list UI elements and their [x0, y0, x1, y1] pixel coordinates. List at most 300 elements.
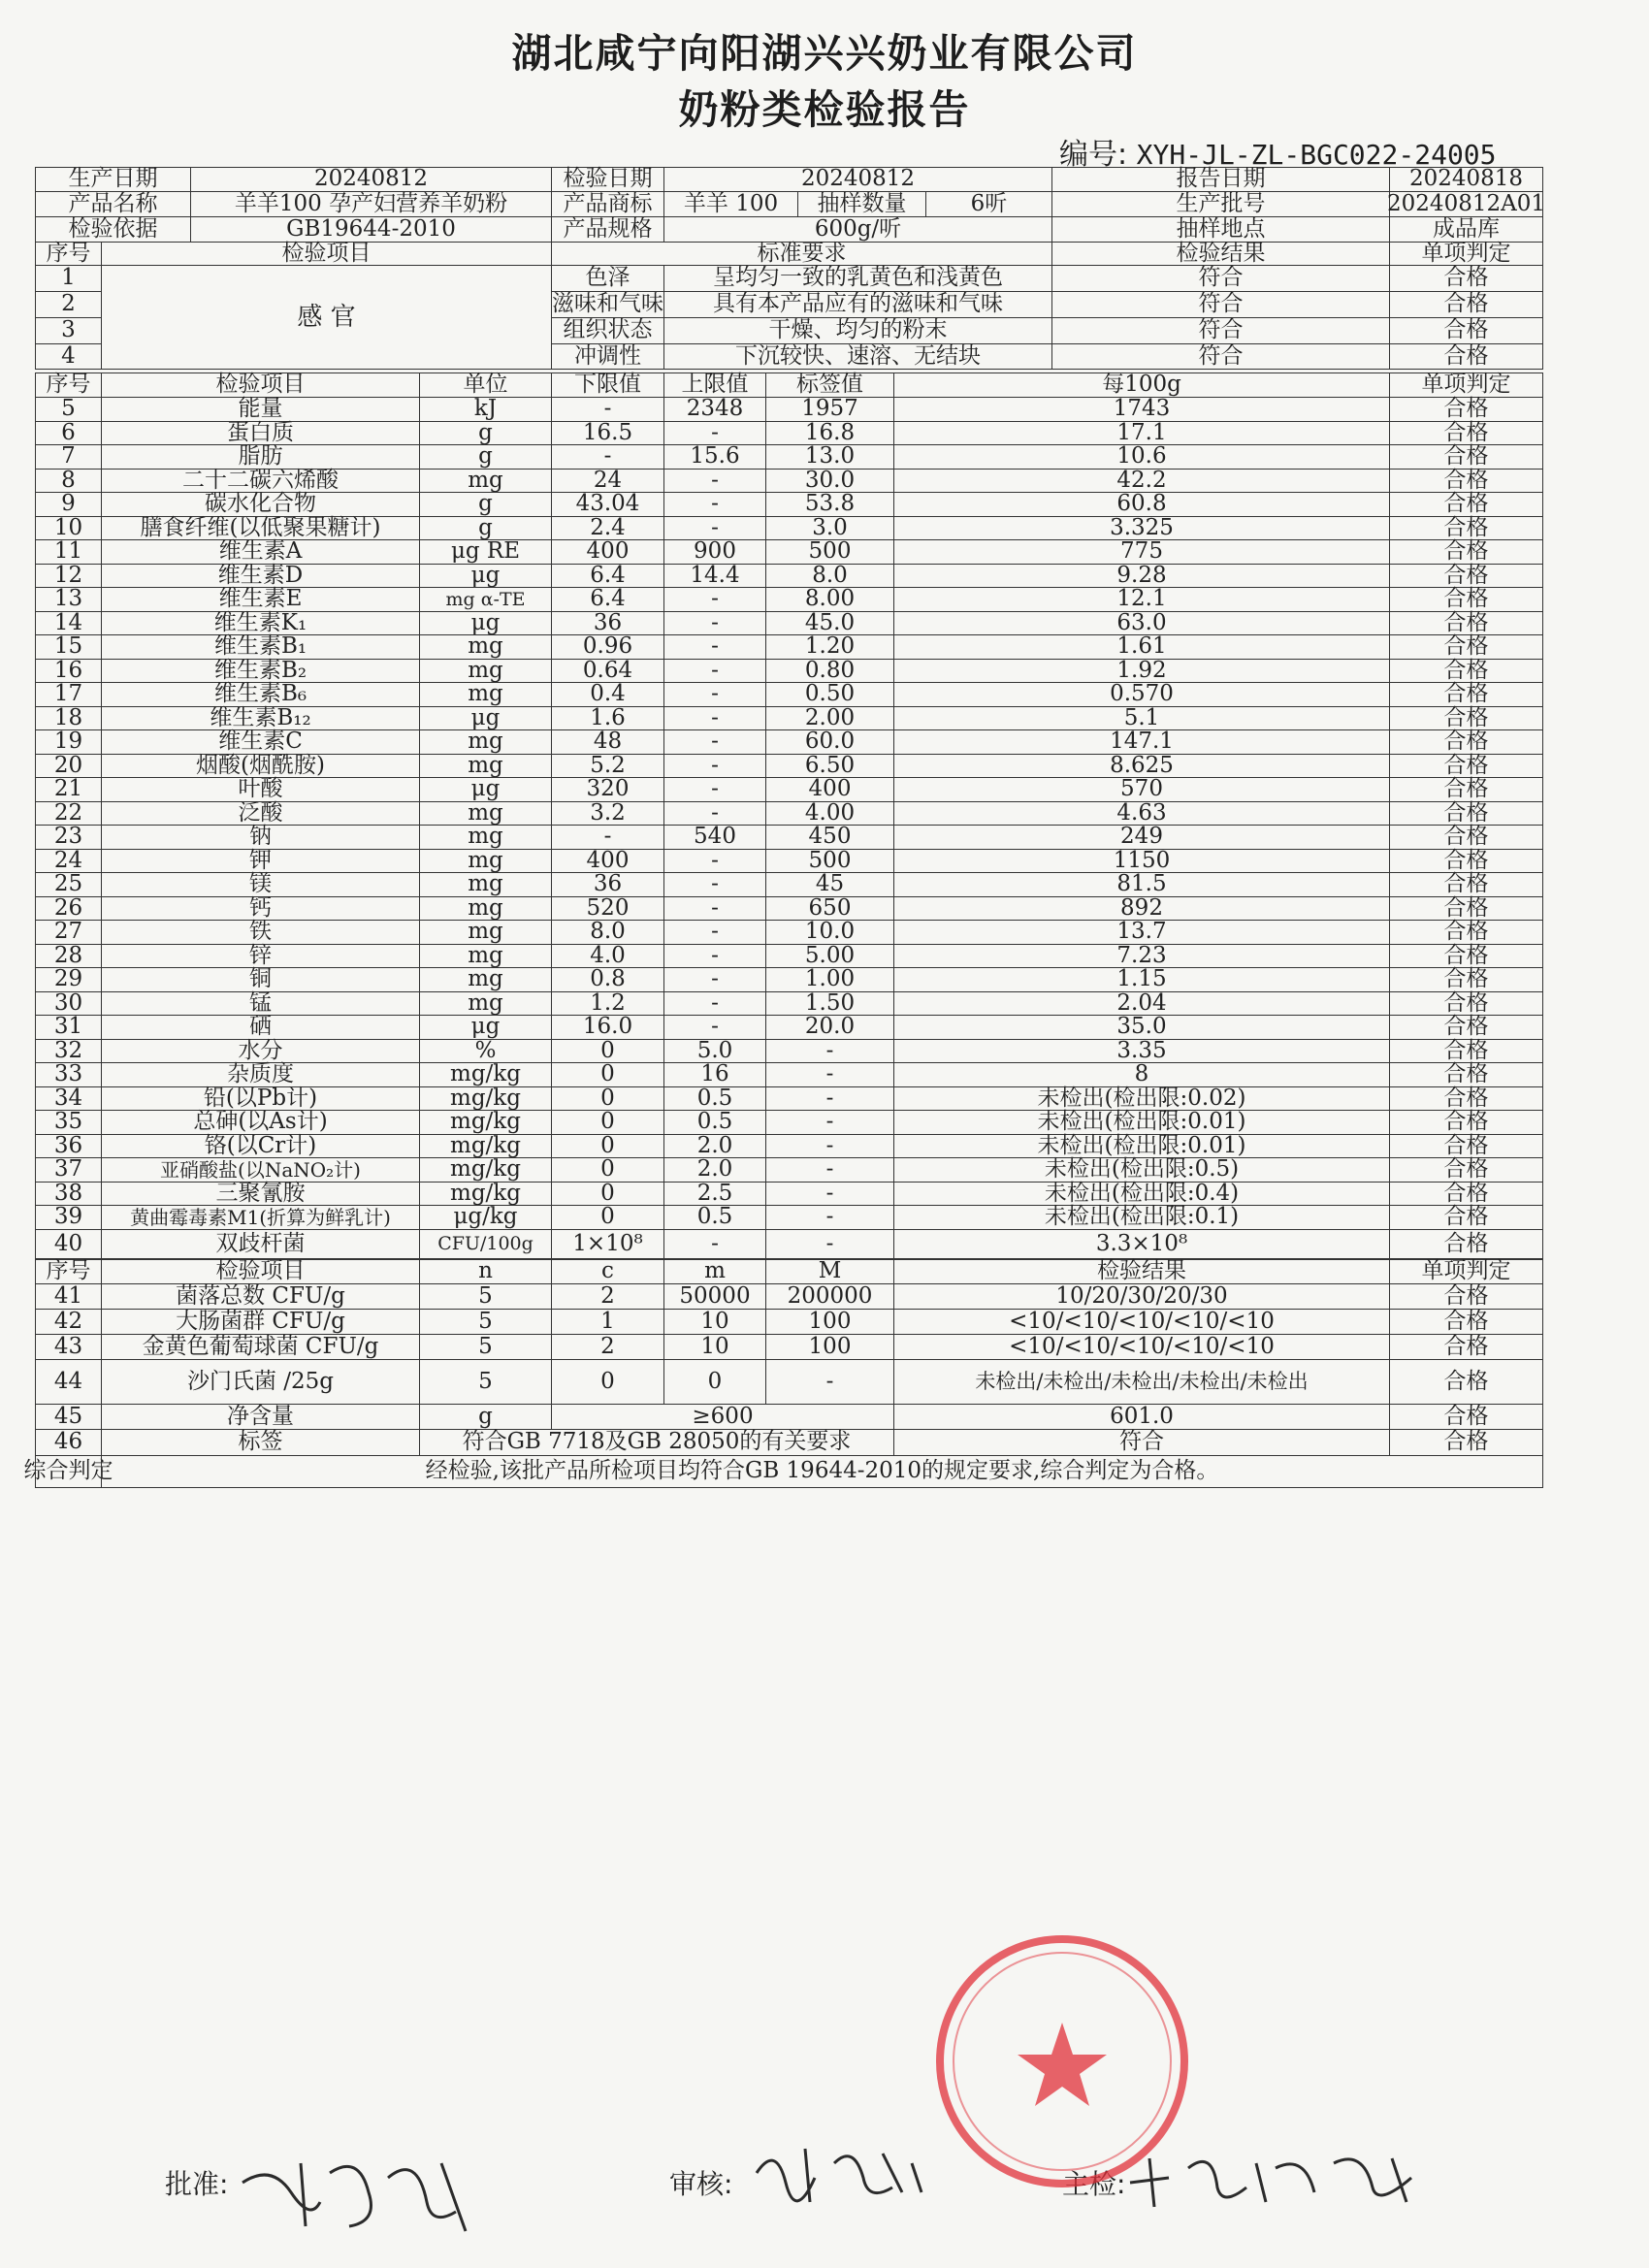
micro-row-no: 44 [35, 1359, 102, 1405]
trademark-label: 产品商标 [551, 191, 664, 217]
nut-row-item: 铬(以Cr计) [101, 1134, 420, 1158]
nut-row-result: 13.7 [893, 920, 1390, 945]
nut-row-label: 450 [765, 825, 894, 850]
nut-row-max: 900 [663, 539, 766, 565]
nut-row-item: 铅(以Pb计) [101, 1086, 420, 1111]
nut-row-verdict: 合格 [1389, 1039, 1543, 1063]
nut-row-unit: mg [419, 944, 552, 968]
nut-header-unit: 单位 [419, 373, 552, 398]
nut-row-max: - [663, 920, 766, 945]
nut-row-max: - [663, 896, 766, 921]
micro-row-M: 200000 [765, 1283, 894, 1310]
nut-header-max: 上限值 [663, 373, 766, 398]
nut-row-min: 43.04 [551, 492, 664, 517]
nut-row-unit: mg/kg [419, 1110, 552, 1135]
nut-row-no: 16 [35, 659, 102, 683]
nut-row-max: 0.5 [663, 1110, 766, 1135]
sensory-row-result: 符合 [1051, 317, 1390, 344]
nut-row-verdict: 合格 [1389, 706, 1543, 730]
nut-row-item: 铁 [101, 920, 420, 945]
nut-row-unit: mg/kg [419, 1134, 552, 1158]
sensory-row-result: 符合 [1051, 343, 1390, 370]
nut-row-verdict: 合格 [1389, 825, 1543, 850]
nut-row-result: 0.570 [893, 682, 1390, 707]
nut-row-label: 3.0 [765, 516, 894, 540]
nut-row-item: 维生素B₂ [101, 659, 420, 683]
nut-row-label: 6.50 [765, 754, 894, 778]
nut-row-max: 15.6 [663, 444, 766, 470]
nut-row-unit: mg [419, 967, 552, 992]
nut-row-no: 7 [35, 444, 102, 470]
nut-row-unit: mg [419, 634, 552, 660]
sample-qty-label: 抽样数量 [797, 191, 926, 217]
nut-row-unit: mg/kg [419, 1182, 552, 1206]
nut-row-verdict: 合格 [1389, 469, 1543, 493]
nut-row-verdict: 合格 [1389, 682, 1543, 707]
nut-row-label: 20.0 [765, 1015, 894, 1040]
nut-row-verdict: 合格 [1389, 896, 1543, 921]
company-name: 湖北咸宁向阳湖兴兴奶业有限公司 [511, 30, 1138, 77]
nut-row-max: 2348 [663, 397, 766, 422]
nut-row-max: 14.4 [663, 564, 766, 588]
nut-row-verdict: 合格 [1389, 397, 1543, 422]
nut-row-unit: μg/kg [419, 1205, 552, 1230]
nut-row-result: 1.61 [893, 634, 1390, 660]
nut-row-unit: mg [419, 896, 552, 921]
nut-row-item: 水分 [101, 1039, 420, 1063]
product-name-label: 产品名称 [35, 191, 191, 217]
micro-row-c: 0 [551, 1359, 664, 1405]
summary-label: 综合判定 [35, 1455, 102, 1488]
nut-row-label: - [765, 1134, 894, 1158]
nut-row-no: 15 [35, 634, 102, 660]
nut-row-result: 10.6 [893, 444, 1390, 470]
nut-row-no: 17 [35, 682, 102, 707]
nut-row-max: - [663, 777, 766, 802]
nut-row-label: 5.00 [765, 944, 894, 968]
nut-row-verdict: 合格 [1389, 492, 1543, 517]
nut-row-item: 二十二碳六烯酸 [101, 469, 420, 493]
nut-row-item: 钾 [101, 849, 420, 873]
nut-row-label: 500 [765, 849, 894, 873]
micro-header-7: 单项判定 [1389, 1259, 1543, 1284]
nut-row-no: 14 [35, 611, 102, 635]
nut-row-no: 6 [35, 421, 102, 445]
sample-qty-value: 6听 [925, 191, 1052, 217]
nut-row-unit: mg/kg [419, 1157, 552, 1183]
nut-row-item: 维生素E [101, 587, 420, 612]
nut-row-verdict: 合格 [1389, 849, 1543, 873]
nut-row-label: - [765, 1182, 894, 1206]
net-verdict: 合格 [1389, 1404, 1543, 1430]
nut-row-label: - [765, 1086, 894, 1111]
nut-row-item: 蛋白质 [101, 421, 420, 445]
nut-row-min: 0 [551, 1157, 664, 1183]
nut-row-unit: μg RE [419, 539, 552, 565]
nut-row-result: 60.8 [893, 492, 1390, 517]
nut-row-result: 未检出(检出限:0.4) [893, 1182, 1390, 1206]
nut-row-no: 13 [35, 587, 102, 612]
sensory-row-verdict: 合格 [1389, 317, 1543, 344]
nut-row-min: 1.6 [551, 706, 664, 730]
nut-row-result: 35.0 [893, 1015, 1390, 1040]
nut-row-verdict: 合格 [1389, 587, 1543, 612]
nut-row-label: 0.50 [765, 682, 894, 707]
nut-row-verdict: 合格 [1389, 659, 1543, 683]
inspect-label: 主检: [1062, 2168, 1126, 2200]
nut-row-result: 8 [893, 1062, 1390, 1087]
micro-row-verdict: 合格 [1389, 1309, 1543, 1335]
nut-row-result: 7.23 [893, 944, 1390, 968]
nut-row-no: 38 [35, 1182, 102, 1206]
nut-row-item: 脂肪 [101, 444, 420, 470]
sensory-row-req: 干燥、均匀的粉末 [663, 317, 1052, 344]
nut-row-no: 35 [35, 1110, 102, 1135]
nut-header-per100g: 每100g [893, 373, 1390, 398]
nut-row-no: 23 [35, 825, 102, 850]
nut-row-min: 3.2 [551, 801, 664, 826]
nut-row-verdict: 合格 [1389, 1157, 1543, 1183]
nut-row-max: - [663, 991, 766, 1016]
nut-row-no: 12 [35, 564, 102, 588]
micro-row-no: 42 [35, 1309, 102, 1335]
inspection-table [23, 166, 1575, 2109]
nut-row-min: 6.4 [551, 564, 664, 588]
nut-row-item: 维生素A [101, 539, 420, 565]
doc-number-label: 编号: [1059, 138, 1128, 172]
review-label: 审核: [669, 2168, 733, 2200]
nut-row-max: - [663, 872, 766, 897]
nut-row-min: 6.4 [551, 587, 664, 612]
inspection-date-value: 20240812 [663, 167, 1052, 192]
nut-row-item: 铜 [101, 967, 420, 992]
trademark-value: 羊羊 100 [663, 191, 798, 217]
nut-row-item: 烟酸(烟酰胺) [101, 754, 420, 778]
sensory-row-no: 2 [35, 291, 102, 318]
nut-row-label: 10.0 [765, 920, 894, 945]
approve-label: 批准: [165, 2168, 229, 2200]
nut-row-result: 未检出(检出限:0.1) [893, 1205, 1390, 1230]
nut-row-label: 8.0 [765, 564, 894, 588]
nut-row-item: 锰 [101, 991, 420, 1016]
reviewer-signature [747, 2134, 941, 2212]
nut-row-result: 3.3×10⁸ [893, 1229, 1390, 1259]
micro-row-m: 50000 [663, 1283, 766, 1310]
nut-row-verdict: 合格 [1389, 801, 1543, 826]
nut-row-item: 维生素D [101, 564, 420, 588]
nut-row-unit: mg [419, 682, 552, 707]
nut-row-result: 81.5 [893, 872, 1390, 897]
tag-item: 标签 [101, 1429, 420, 1456]
nut-row-min: 16.0 [551, 1015, 664, 1040]
sensory-header-no: 序号 [35, 242, 102, 266]
nut-row-no: 19 [35, 729, 102, 755]
nut-row-no: 10 [35, 516, 102, 540]
micro-row-verdict: 合格 [1389, 1334, 1543, 1360]
nut-row-max: 0.5 [663, 1205, 766, 1230]
nut-row-label: - [765, 1229, 894, 1259]
nut-row-label: 1.00 [765, 967, 894, 992]
doc-number-value: XYH-JL-ZL-BGC022-24005 [1136, 139, 1497, 171]
nut-row-max: - [663, 587, 766, 612]
nut-row-result: 9.28 [893, 564, 1390, 588]
nut-row-item: 三聚氰胺 [101, 1182, 420, 1206]
nut-row-item: 叶酸 [101, 777, 420, 802]
micro-row-item: 菌落总数 CFU/g [101, 1283, 420, 1310]
nut-row-min: 24 [551, 469, 664, 493]
nut-row-min: 0 [551, 1062, 664, 1087]
micro-header-4: m [663, 1259, 766, 1284]
micro-row-m: 0 [663, 1359, 766, 1405]
sensory-row-attr: 滋味和气味 [552, 291, 663, 317]
nut-row-label: 30.0 [765, 469, 894, 493]
report-date-label: 报告日期 [1051, 167, 1390, 192]
location-value: 成品库 [1389, 216, 1543, 243]
nut-row-unit: g [419, 444, 552, 470]
micro-header-5: M [765, 1259, 894, 1284]
nut-row-result: 1743 [893, 397, 1390, 422]
nut-row-min: 16.5 [551, 421, 664, 445]
nut-row-result: 1.15 [893, 967, 1390, 992]
nut-row-verdict: 合格 [1389, 967, 1543, 992]
net-result: 601.0 [893, 1404, 1390, 1430]
nut-row-label: 13.0 [765, 444, 894, 470]
batch-value: 20240812A01 [1387, 190, 1545, 216]
micro-row-c: 2 [551, 1283, 664, 1310]
nut-row-unit: mg [419, 801, 552, 826]
micro-header-3: c [551, 1259, 664, 1284]
nut-row-item: 硒 [101, 1015, 420, 1040]
basis-value: GB19644-2010 [190, 216, 552, 243]
nut-row-verdict: 合格 [1389, 991, 1543, 1016]
nut-row-item: 碳水化合物 [101, 492, 420, 517]
report-title: 奶粉类检验报告 [678, 86, 971, 133]
nut-row-result: 2.04 [893, 991, 1390, 1016]
nut-row-label: 650 [765, 896, 894, 921]
nut-header-label: 标签值 [765, 373, 894, 398]
sensory-group-label: 感 官 [101, 265, 552, 370]
nut-row-no: 18 [35, 706, 102, 730]
nut-row-max: - [663, 729, 766, 755]
nut-row-label: - [765, 1205, 894, 1230]
sensory-row-attr: 色泽 [551, 265, 664, 292]
net-unit: g [419, 1404, 552, 1430]
micro-header-6: 检验结果 [893, 1259, 1390, 1284]
nut-row-min: 4.0 [551, 944, 664, 968]
micro-row-n: 5 [419, 1334, 552, 1360]
nut-row-unit: mg α-TE [419, 587, 552, 612]
sensory-header-item: 检验项目 [101, 242, 552, 266]
nut-row-min: 5.2 [551, 754, 664, 778]
nut-row-label: 16.8 [765, 421, 894, 445]
micro-row-result: <10/<10/<10/<10/<10 [893, 1309, 1390, 1335]
nut-row-item: 钠 [101, 825, 420, 850]
tag-result: 符合 [893, 1429, 1390, 1456]
location-label: 抽样地点 [1051, 216, 1390, 243]
sensory-row-no: 4 [35, 343, 102, 370]
micro-row-no: 43 [35, 1334, 102, 1360]
nut-row-unit: mg [419, 659, 552, 683]
inspection-date-label: 检验日期 [551, 167, 664, 192]
nut-row-max: - [663, 706, 766, 730]
micro-row-item: 金黄色葡萄球菌 CFU/g [101, 1334, 420, 1360]
nut-row-unit: mg [419, 991, 552, 1016]
nut-row-no: 33 [35, 1062, 102, 1087]
nut-row-result: 12.1 [893, 587, 1390, 612]
nut-row-max: 16 [663, 1062, 766, 1087]
nut-row-verdict: 合格 [1389, 1062, 1543, 1087]
nut-row-verdict: 合格 [1389, 1015, 1543, 1040]
nut-row-verdict: 合格 [1389, 920, 1543, 945]
sensory-row-no: 3 [35, 317, 102, 344]
nut-row-item: 泛酸 [101, 801, 420, 826]
nut-row-result: 未检出(检出限:0.5) [893, 1157, 1390, 1183]
nut-header-item: 检验项目 [101, 373, 420, 398]
nut-row-unit: CFU/100g [419, 1229, 552, 1259]
nut-row-min: - [551, 825, 664, 850]
nut-row-verdict: 合格 [1389, 539, 1543, 565]
nut-row-min: 0 [551, 1205, 664, 1230]
micro-row-item: 沙门氏菌 /25g [101, 1359, 420, 1405]
micro-row-item: 大肠菌群 CFU/g [101, 1309, 420, 1335]
production-date-label: 生产日期 [35, 167, 191, 192]
nut-row-max: - [663, 682, 766, 707]
nut-row-min: 0 [551, 1134, 664, 1158]
nut-row-item: 维生素B₁ [101, 634, 420, 660]
product-name-value: 羊羊100 孕产妇营养羊奶粉 [190, 191, 552, 217]
nut-row-item: 总砷(以As计) [101, 1110, 420, 1135]
sensory-row-result: 符合 [1051, 291, 1390, 318]
nut-row-item: 膳食纤维(以低聚果糖计) [101, 516, 420, 540]
nut-row-label: 1.50 [765, 991, 894, 1016]
nut-row-no: 32 [35, 1039, 102, 1063]
micro-row-result: <10/<10/<10/<10/<10 [893, 1334, 1390, 1360]
nut-row-min: 48 [551, 729, 664, 755]
nut-row-min: 320 [551, 777, 664, 802]
nut-row-min: 520 [551, 896, 664, 921]
nut-row-no: 39 [35, 1205, 102, 1230]
production-date-value: 20240812 [190, 167, 552, 192]
nut-row-unit: μg [419, 1015, 552, 1040]
nut-row-no: 9 [35, 492, 102, 517]
nut-row-result: 3.35 [893, 1039, 1390, 1063]
nut-row-verdict: 合格 [1389, 1182, 1543, 1206]
nut-row-item: 亚硝酸盐(以NaNO₂计) [101, 1157, 420, 1183]
nut-row-item: 维生素B₆ [101, 682, 420, 707]
nut-row-unit: g [419, 516, 552, 540]
nut-row-min: - [551, 444, 664, 470]
nut-row-max: - [663, 421, 766, 445]
nut-row-verdict: 合格 [1389, 1110, 1543, 1135]
nut-row-item: 维生素C [101, 729, 420, 755]
sensory-row-verdict: 合格 [1389, 343, 1543, 370]
nut-row-max: 2.0 [663, 1134, 766, 1158]
nut-row-min: 0 [551, 1182, 664, 1206]
spec-value: 600g/听 [663, 216, 1052, 243]
summary-text: 经检验,该批产品所检项目均符合GB 19644-2010的规定要求,综合判定为合格。 [101, 1455, 1543, 1488]
micro-row-verdict: 合格 [1389, 1359, 1543, 1405]
nut-row-result: 3.325 [893, 516, 1390, 540]
micro-row-M: 100 [765, 1334, 894, 1360]
nut-row-unit: g [419, 492, 552, 517]
micro-header-2: n [419, 1259, 552, 1284]
sensory-row-result: 符合 [1051, 265, 1390, 292]
nut-row-min: 0.96 [551, 634, 664, 660]
tag-req: 符合GB 7718及GB 28050的有关要求 [419, 1429, 894, 1456]
nut-row-result: 570 [893, 777, 1390, 802]
nut-row-max: - [663, 1229, 766, 1259]
nut-row-verdict: 合格 [1389, 1229, 1543, 1259]
nut-row-result: 未检出(检出限:0.02) [893, 1086, 1390, 1111]
nut-row-label: 4.00 [765, 801, 894, 826]
nut-row-item: 镁 [101, 872, 420, 897]
nut-row-label: 1957 [765, 397, 894, 422]
basis-label: 检验依据 [35, 216, 191, 243]
micro-row-c: 1 [551, 1309, 664, 1335]
nut-header-no: 序号 [35, 373, 102, 398]
nut-row-verdict: 合格 [1389, 872, 1543, 897]
sensory-row-req: 呈均匀一致的乳黄色和浅黄色 [663, 265, 1052, 292]
nut-header-verdict: 单项判定 [1389, 373, 1543, 398]
nut-row-no: 8 [35, 469, 102, 493]
micro-row-result: 未检出/未检出/未检出/未检出/未检出 [893, 1359, 1390, 1405]
nut-row-item: 双歧杆菌 [101, 1229, 420, 1259]
tag-verdict: 合格 [1389, 1429, 1543, 1456]
nut-row-label: 1.20 [765, 634, 894, 660]
nut-row-max: - [663, 944, 766, 968]
nut-row-unit: kJ [419, 397, 552, 422]
nut-row-result: 892 [893, 896, 1390, 921]
sensory-row-attr: 组织状态 [551, 317, 664, 344]
nut-row-label: 45.0 [765, 611, 894, 635]
nut-row-no: 28 [35, 944, 102, 968]
nut-row-result: 1150 [893, 849, 1390, 873]
micro-row-M: - [765, 1359, 894, 1405]
nut-row-max: - [663, 1015, 766, 1040]
nut-row-label: 8.00 [765, 587, 894, 612]
nut-row-result: 249 [893, 825, 1390, 850]
nut-row-label: 53.8 [765, 492, 894, 517]
nut-row-label: 60.0 [765, 729, 894, 755]
nut-row-label: 45 [765, 872, 894, 897]
net-no: 45 [35, 1404, 102, 1430]
micro-row-m: 10 [663, 1334, 766, 1360]
nut-row-min: 0 [551, 1110, 664, 1135]
micro-row-result: 10/20/30/20/30 [893, 1283, 1390, 1310]
sensory-row-req: 具有本产品应有的滋味和气味 [663, 291, 1052, 318]
micro-header-0: 序号 [35, 1259, 102, 1284]
nut-row-label: - [765, 1157, 894, 1183]
nut-row-max: 5.0 [663, 1039, 766, 1063]
batch-label: 生产批号 [1051, 191, 1390, 217]
nut-row-min: 400 [551, 849, 664, 873]
nut-row-max: - [663, 492, 766, 517]
nut-row-result: 未检出(检出限:0.01) [893, 1134, 1390, 1158]
nut-row-unit: mg [419, 729, 552, 755]
nut-row-unit: mg/kg [419, 1062, 552, 1087]
nut-row-verdict: 合格 [1389, 564, 1543, 588]
nut-row-unit: mg [419, 920, 552, 945]
nut-row-min: 400 [551, 539, 664, 565]
nut-row-min: 1.2 [551, 991, 664, 1016]
sensory-header-verdict: 单项判定 [1389, 242, 1543, 266]
nut-row-unit: mg [419, 469, 552, 493]
micro-row-m: 10 [663, 1309, 766, 1335]
nut-row-min: 2.4 [551, 516, 664, 540]
nut-row-result: 775 [893, 539, 1390, 565]
nut-row-unit: mg/kg [419, 1086, 552, 1111]
nut-row-label: 2.00 [765, 706, 894, 730]
